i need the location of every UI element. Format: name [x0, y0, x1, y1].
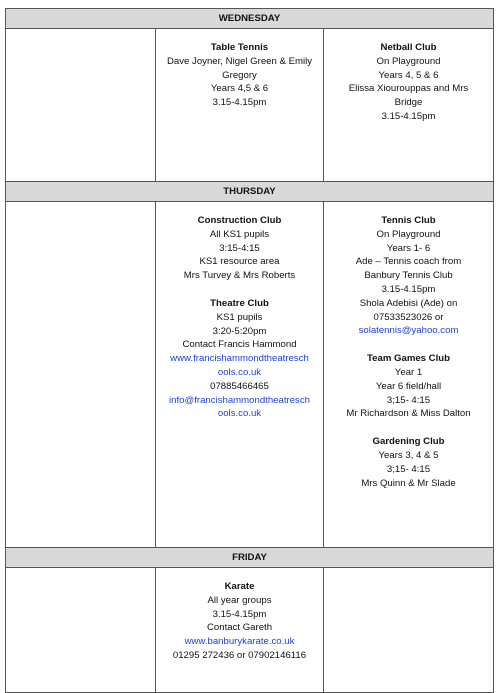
club-link[interactable]: www.francishammondtheatresch	[170, 353, 309, 365]
club-detail: Mr Richardson & Miss Dalton	[346, 408, 471, 420]
club-name: Theatre Club	[210, 297, 269, 309]
timetable-cell	[156, 29, 324, 182]
club-detail: 3.15-4.15pm	[212, 97, 267, 109]
club-detail: Contact Gareth	[206, 622, 273, 634]
club-detail: KS1 pupils	[216, 311, 263, 323]
club-detail: 3;15- 4:15	[386, 463, 431, 475]
club-name: Gardening Club	[372, 436, 445, 448]
club-detail: Gregory	[222, 69, 257, 81]
club-link[interactable]: solatennis@yahoo.com	[358, 325, 459, 337]
club-detail: KS1 resource area	[199, 256, 280, 268]
timetable-cell	[156, 568, 324, 693]
club-name: Netball Club	[380, 42, 437, 53]
club-entry	[156, 580, 323, 663]
club-detail: Dave Joyner, Nigel Green & Emily	[166, 55, 313, 67]
day-header-row	[6, 9, 494, 29]
club-detail: 3.15-4.15pm	[381, 110, 436, 122]
club-detail: Shola Adebisi (Ade) on	[359, 297, 458, 309]
club-link[interactable]: ools.co.uk	[217, 408, 262, 420]
club-detail: 01295 272436 or 07902146116	[172, 649, 307, 661]
club-entry	[156, 297, 323, 421]
club-detail: Years 4,5 & 6	[210, 83, 269, 95]
club-detail: Mrs Turvey & Mrs Roberts	[183, 270, 296, 282]
club-detail: All KS1 pupils	[209, 228, 270, 240]
day-header: THURSDAY	[6, 182, 494, 202]
club-detail: 3:15-4:15	[219, 242, 260, 254]
club-detail: Year 6 field/hall	[375, 380, 442, 392]
club-name: Construction Club	[197, 215, 282, 226]
club-timetable	[5, 8, 494, 693]
day-header-row	[6, 548, 494, 568]
club-detail: 3;15- 4:15	[386, 394, 431, 406]
club-detail: Ade – Tennis coach from	[355, 256, 462, 268]
club-detail: 3:20-5:20pm	[212, 325, 267, 337]
club-entry	[324, 41, 493, 124]
club-detail: Years 3, 4 & 5	[378, 449, 439, 461]
club-detail: 3.15-4.15pm	[381, 283, 436, 295]
club-detail: On Playground	[376, 228, 441, 240]
club-detail: 3.15-4.15pm	[212, 608, 267, 620]
club-entry	[156, 41, 323, 110]
timetable-cell	[324, 568, 494, 693]
club-name: Team Games Club	[367, 353, 450, 365]
timetable-cell	[324, 29, 494, 182]
club-detail: Bridge	[394, 97, 423, 109]
club-detail: Year 1	[394, 366, 423, 378]
club-detail: Contact Francis Hammond	[182, 339, 297, 351]
day-header: FRIDAY	[6, 548, 494, 568]
club-entry	[324, 352, 493, 421]
day-clubs-row	[6, 202, 494, 548]
club-detail: Elissa Xiourouppas and Mrs	[348, 83, 469, 95]
club-entry	[156, 214, 323, 283]
club-detail: All year groups	[207, 594, 272, 606]
club-name: Karate	[224, 581, 255, 592]
club-entry	[324, 435, 493, 490]
day-clubs-row	[6, 29, 494, 182]
timetable-cell	[156, 202, 324, 548]
day-header: WEDNESDAY	[6, 9, 494, 29]
club-entry	[324, 214, 493, 338]
club-detail: Years 4, 5 & 6	[378, 69, 439, 81]
timetable-cell	[6, 568, 156, 693]
club-link[interactable]: www.banburykarate.co.uk	[184, 636, 295, 648]
club-link[interactable]: ools.co.uk	[217, 366, 262, 378]
timetable-cell	[324, 202, 494, 548]
day-header-row	[6, 182, 494, 202]
club-detail: 07533523026 or	[373, 311, 444, 323]
club-detail: On Playground	[376, 55, 441, 67]
club-name: Tennis Club	[381, 215, 436, 226]
club-detail: Mrs Quinn & Mr Slade	[361, 477, 456, 489]
timetable-cell	[6, 29, 156, 182]
day-clubs-row	[6, 568, 494, 693]
club-link[interactable]: info@francishammondtheatresch	[169, 394, 310, 406]
club-detail: Years 1- 6	[386, 242, 431, 254]
timetable-cell	[6, 202, 156, 548]
club-name: Table Tennis	[210, 42, 269, 53]
club-detail: 07885466465	[210, 380, 269, 392]
club-detail: Banbury Tennis Club	[364, 270, 453, 282]
